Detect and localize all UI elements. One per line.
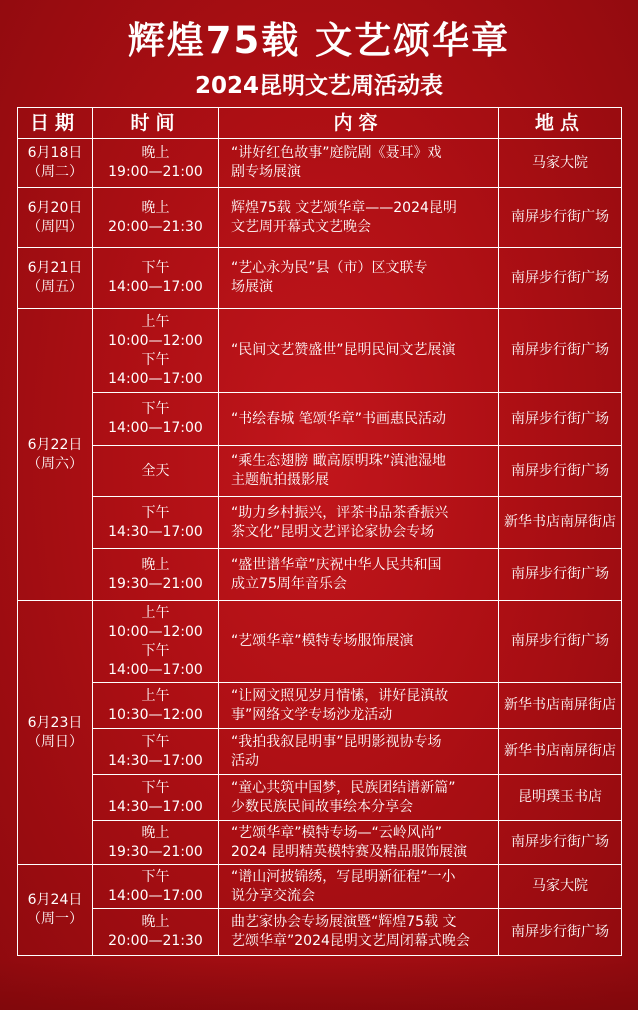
content-cell: “谱山河披锦绣，写昆明新征程”一小 说分享交流会 xyxy=(219,865,499,909)
table-row xyxy=(18,549,622,601)
place-cell: 新华书店南屏街店 xyxy=(499,729,622,775)
place-cell: 马家大院 xyxy=(499,139,622,188)
time-cell: 上午 10:30—12:00 xyxy=(93,683,219,729)
table-row xyxy=(18,865,622,909)
table-row xyxy=(18,393,622,446)
time-cell: 晚上 19:00—21:00 xyxy=(93,139,219,188)
time-cell: 上午 10:00—12:00 下午 14:00—17:00 xyxy=(93,309,219,393)
table-row xyxy=(18,683,622,729)
time-cell: 晚上 19:30—21:00 xyxy=(93,549,219,601)
date-cell: 6月21日 （周五） xyxy=(18,248,93,309)
place-cell: 南屏步行街广场 xyxy=(499,549,622,601)
place-cell: 新华书店南屏街店 xyxy=(499,683,622,729)
table-row xyxy=(18,821,622,865)
place-cell: 南屏步行街广场 xyxy=(499,188,622,248)
time-cell: 下午 14:30—17:00 xyxy=(93,729,219,775)
header-date: 日期 xyxy=(18,108,93,139)
table-row xyxy=(18,446,622,497)
time-cell: 晚上 20:00—21:30 xyxy=(93,188,219,248)
table-row xyxy=(18,775,622,821)
table-row xyxy=(18,139,622,188)
content-cell: “盛世谱华章”庆祝中华人民共和国 成立75周年音乐会 xyxy=(219,549,499,601)
place-cell: 南屏步行街广场 xyxy=(499,446,622,497)
content-cell: “让网文照见岁月情愫，讲好昆滇故 事”网络文学专场沙龙活动 xyxy=(219,683,499,729)
place-cell: 南屏步行街广场 xyxy=(499,393,622,446)
place-cell: 南屏步行街广场 xyxy=(499,601,622,683)
time-cell: 下午 14:00—17:00 xyxy=(93,393,219,446)
content-cell: “艺心永为民”县（市）区文联专 场展演 xyxy=(219,248,499,309)
table-row xyxy=(18,729,622,775)
content-cell: “书绘春城 笔颂华章”书画惠民活动 xyxy=(219,393,499,446)
date-cell: 6月24日 （周一） xyxy=(18,865,93,956)
content-cell: “民间文艺赞盛世”昆明民间文艺展演 xyxy=(219,309,499,393)
place-cell: 马家大院 xyxy=(499,865,622,909)
time-cell: 下午 14:00—17:00 xyxy=(93,865,219,909)
table-row xyxy=(18,309,622,393)
table-row xyxy=(18,909,622,956)
table-row xyxy=(18,601,622,683)
content-cell: “助力乡村振兴，评茶书品茶香振兴 茶文化”昆明文艺评论家协会专场 xyxy=(219,497,499,549)
time-cell: 全天 xyxy=(93,446,219,497)
table-row xyxy=(18,188,622,248)
content-cell: “乘生态翅膀 瞰高原明珠”滇池湿地 主题航拍摄影展 xyxy=(219,446,499,497)
time-cell: 晚上 19:30—21:00 xyxy=(93,821,219,865)
table-row xyxy=(18,497,622,549)
table-header-row xyxy=(18,108,622,139)
time-cell: 晚上 20:00—21:30 xyxy=(93,909,219,956)
table-row xyxy=(18,248,622,309)
time-cell: 下午 14:30—17:00 xyxy=(93,497,219,549)
place-cell: 南屏步行街广场 xyxy=(499,248,622,309)
place-cell: 南屏步行街广场 xyxy=(499,821,622,865)
date-cell: 6月18日 （周二） xyxy=(18,139,93,188)
place-cell: 南屏步行街广场 xyxy=(499,909,622,956)
time-cell: 下午 14:30—17:00 xyxy=(93,775,219,821)
time-cell: 上午 10:00—12:00 下午 14:00—17:00 xyxy=(93,601,219,683)
date-cell: 6月23日 （周日） xyxy=(18,601,93,865)
header-content: 内容 xyxy=(219,108,499,139)
content-cell: “艺颂华章”模特专场服饰展演 xyxy=(219,601,499,683)
date-cell: 6月22日 （周六） xyxy=(18,309,93,601)
content-cell: “讲好红色故事”庭院剧《聂耳》戏 剧专场展演 xyxy=(219,139,499,188)
content-cell: “童心共筑中国梦，民族团结谱新篇” 少数民族民间故事绘本分享会 xyxy=(219,775,499,821)
place-cell: 南屏步行街广场 xyxy=(499,309,622,393)
place-cell: 昆明璞玉书店 xyxy=(499,775,622,821)
poster-subtitle: 2024昆明文艺周活动表 xyxy=(194,73,443,99)
schedule-table xyxy=(17,107,622,956)
header-time: 时间 xyxy=(93,108,219,139)
content-cell: “艺颂华章”模特专场—“云岭风尚” 2024 昆明精英模特赛及精品服饰展演 xyxy=(219,821,499,865)
poster-title: 辉煌75载 文艺颂华章 xyxy=(127,19,511,62)
content-cell: “我拍我叙昆明事”昆明影视协专场 活动 xyxy=(219,729,499,775)
time-cell: 下午 14:00—17:00 xyxy=(93,248,219,309)
header-place: 地点 xyxy=(499,108,622,139)
content-cell: 辉煌75载 文艺颂华章——2024昆明 文艺周开幕式文艺晚会 xyxy=(219,188,499,248)
bottom-decoration xyxy=(0,960,638,1010)
place-cell: 新华书店南屏街店 xyxy=(499,497,622,549)
date-cell: 6月20日 （周四） xyxy=(18,188,93,248)
content-cell: 曲艺家协会专场展演暨“辉煌75载 文 艺颂华章”2024昆明文艺周闭幕式晚会 xyxy=(219,909,499,956)
